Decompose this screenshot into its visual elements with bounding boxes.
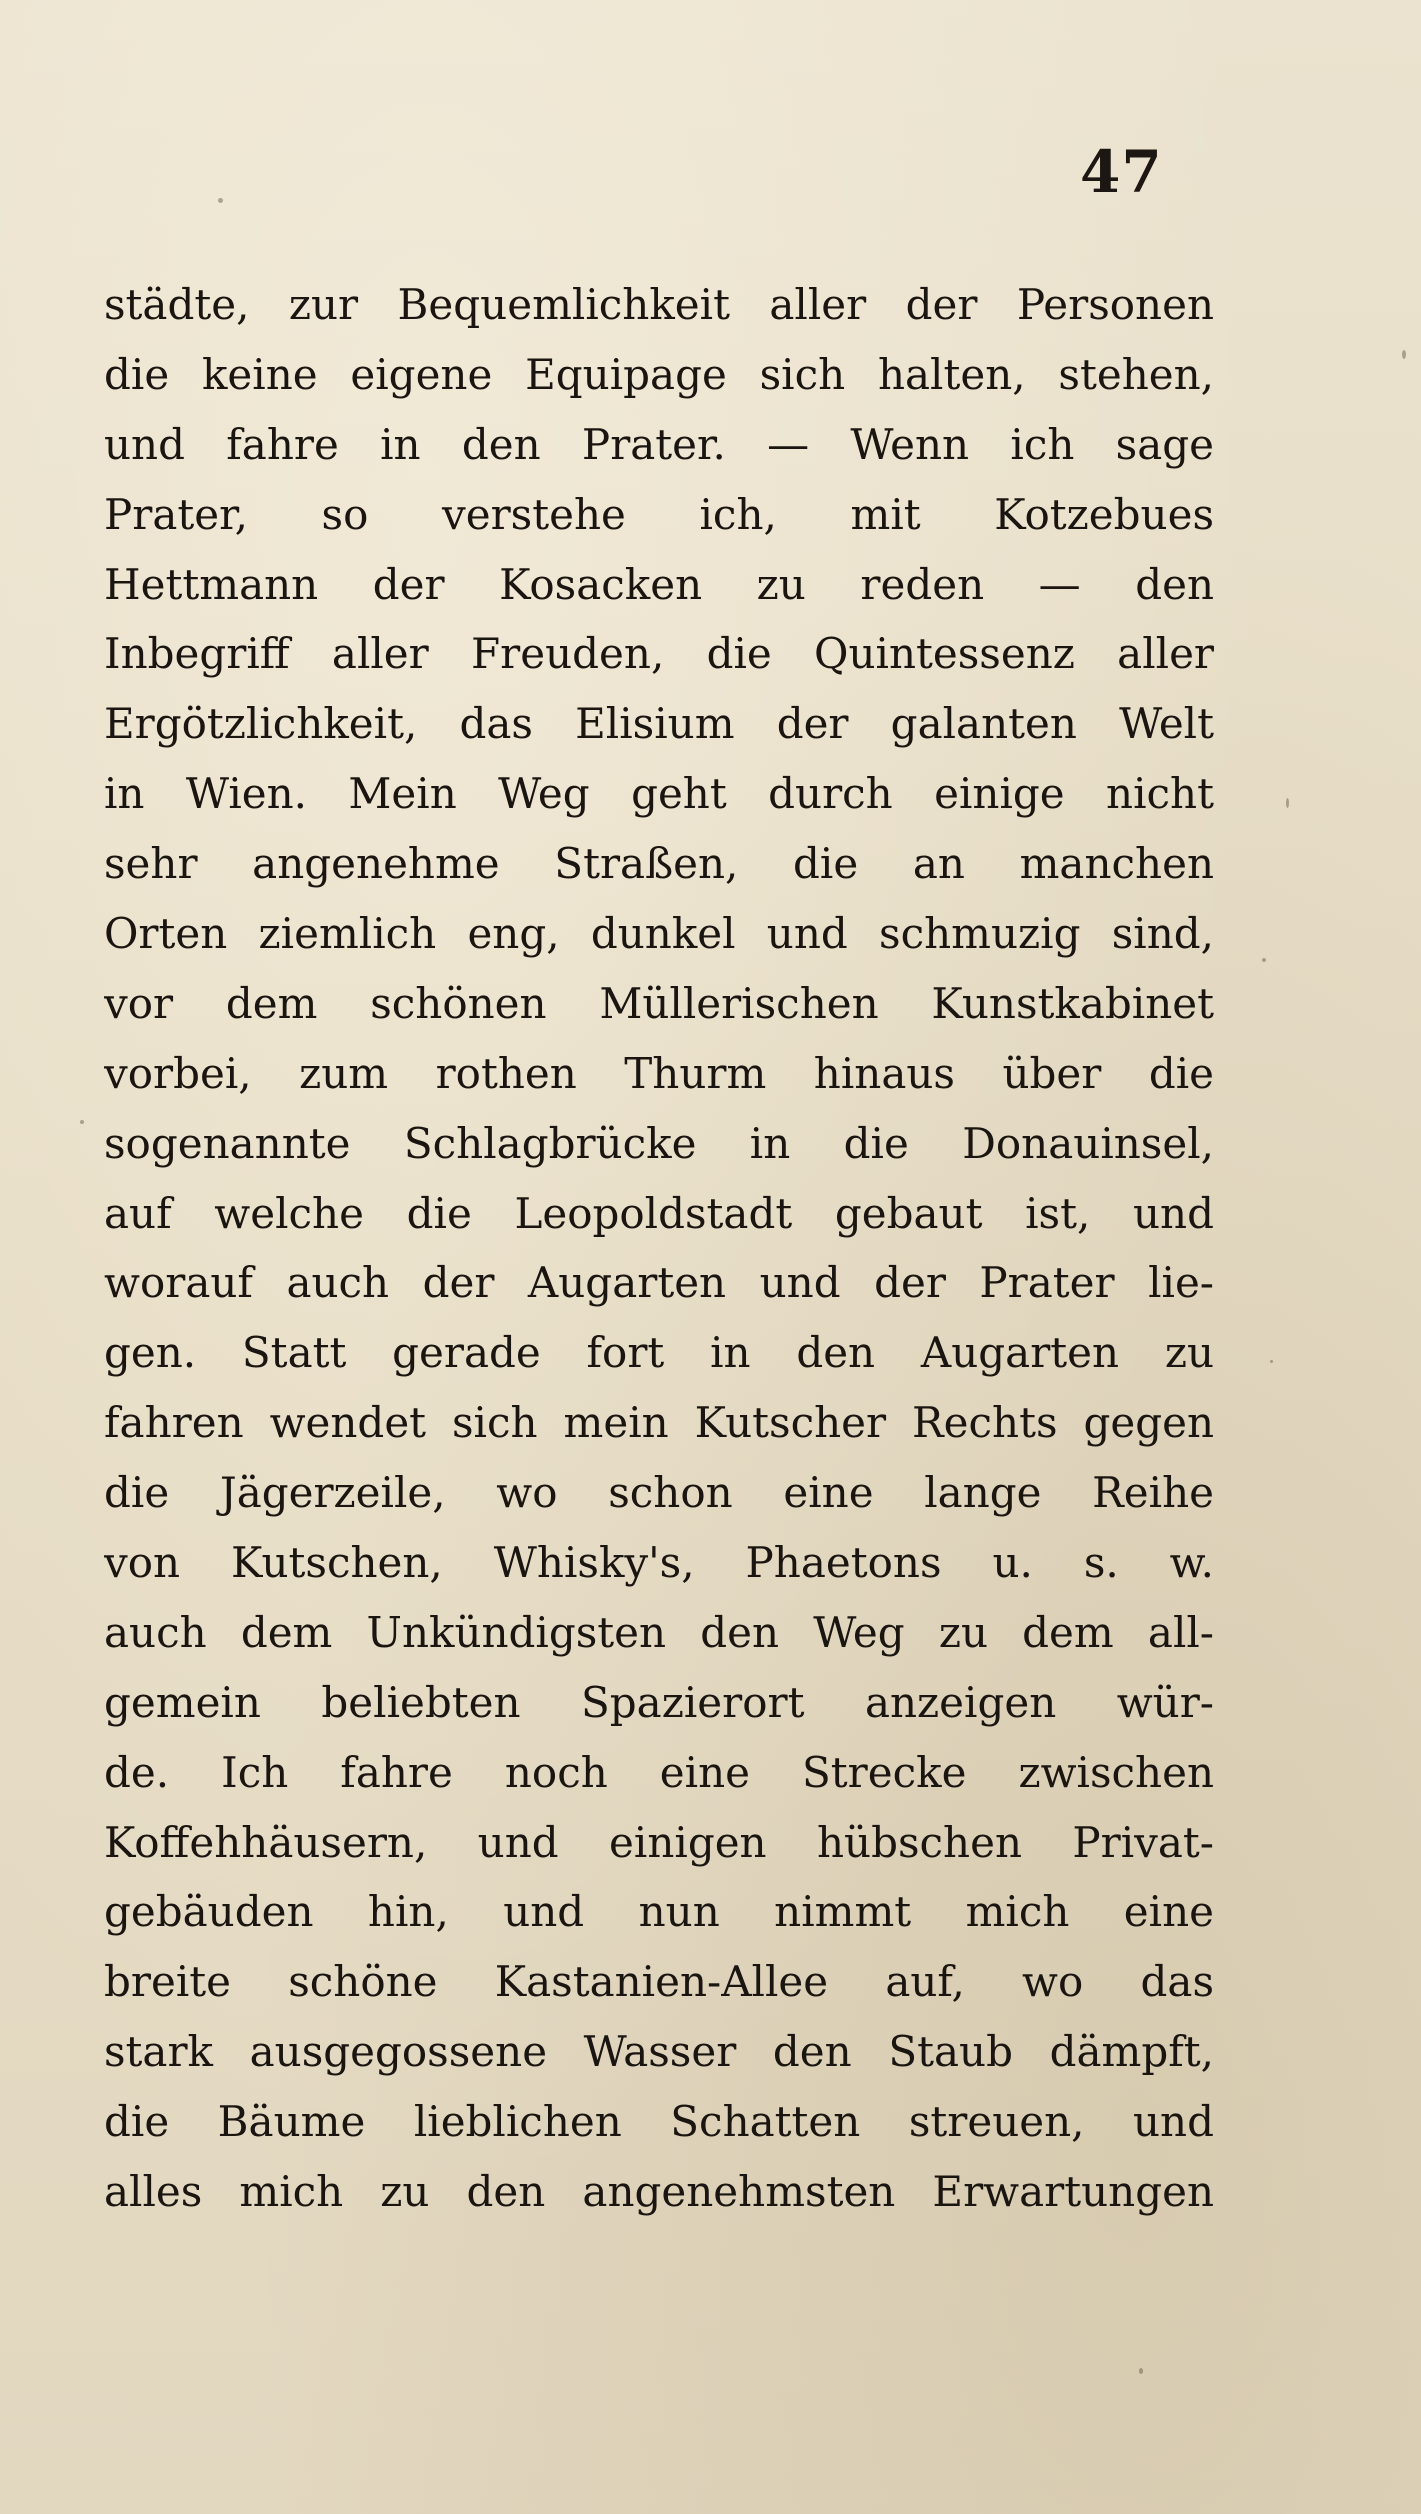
text-line: gen. Statt gerade fort in den Augarten zu	[104, 1328, 1214, 1378]
paper-speck	[1402, 350, 1406, 359]
paper-speck	[1270, 1360, 1273, 1363]
text-line: de. Ich fahre noch eine Strecke zwischen	[104, 1747, 1214, 1797]
text-line: worauf auch der Augarten und der Prater lie-	[104, 1258, 1214, 1308]
text-line: vor dem schönen Müllerischen Kunstkabinet	[104, 978, 1214, 1028]
text-line: auf welche die Leopoldstadt gebaut ist, und	[104, 1188, 1214, 1238]
page-number: 47	[1080, 138, 1163, 206]
paper-speck	[218, 198, 223, 203]
text-line: gebäuden hin, und nun nimmt mich eine	[104, 1887, 1214, 1937]
text-line: Ergötzlichkeit, das Elisium der galanten Welt	[104, 699, 1214, 749]
text-line: Inbegriff aller Freuden, die Quintessenz aller	[104, 629, 1214, 679]
text-line: von Kutschen, Whisky's, Phaetons u. s. w.	[104, 1538, 1214, 1588]
text-line: die Jägerzeile, wo schon eine lange Reihe	[104, 1468, 1214, 1518]
text-line: fahren wendet sich mein Kutscher Rechts gegen	[104, 1398, 1214, 1448]
paper-speck	[1262, 958, 1266, 962]
text-line: Orten ziemlich eng, dunkel und schmuzig sind,	[104, 909, 1214, 959]
text-line: die Bäume lieblichen Schatten streuen, und	[104, 2097, 1214, 2147]
text-line: sogenannte Schlagbrücke in die Donauinsel,	[104, 1118, 1214, 1168]
text-line: stark ausgegossene Wasser den Staub dämpft,	[104, 2027, 1214, 2077]
text-line: auch dem Unkündigsten den Weg zu dem all-	[104, 1607, 1214, 1657]
paper-speck	[80, 1120, 84, 1124]
text-line: alles mich zu den angenehmsten Erwartungen	[104, 2167, 1214, 2217]
text-line: Hettmann der Kosacken zu reden — den	[104, 559, 1214, 609]
text-line: und fahre in den Prater. — Wenn ich sage	[104, 419, 1214, 469]
text-line: Koffehhäusern, und einigen hübschen Privat-	[104, 1817, 1214, 1867]
text-line: Prater, so verstehe ich, mit Kotzebues	[104, 489, 1214, 539]
text-line: breite schöne Kastanien-Allee auf, wo das	[104, 1957, 1214, 2007]
paper-speck	[1286, 798, 1289, 808]
body-text	[104, 270, 1214, 2227]
text-line: vorbei, zum rothen Thurm hinaus über die	[104, 1048, 1214, 1098]
text-line: gemein beliebten Spazierort anzeigen wür-	[104, 1677, 1214, 1727]
text-line: die keine eigene Equipage sich halten, stehen,	[104, 349, 1214, 399]
text-line: sehr angenehme Straßen, die an manchen	[104, 839, 1214, 889]
text-line: in Wien. Mein Weg geht durch einige nicht	[104, 769, 1214, 819]
paper-speck	[1139, 2368, 1143, 2374]
text-line: städte, zur Bequemlichkeit aller der Personen	[104, 280, 1214, 329]
